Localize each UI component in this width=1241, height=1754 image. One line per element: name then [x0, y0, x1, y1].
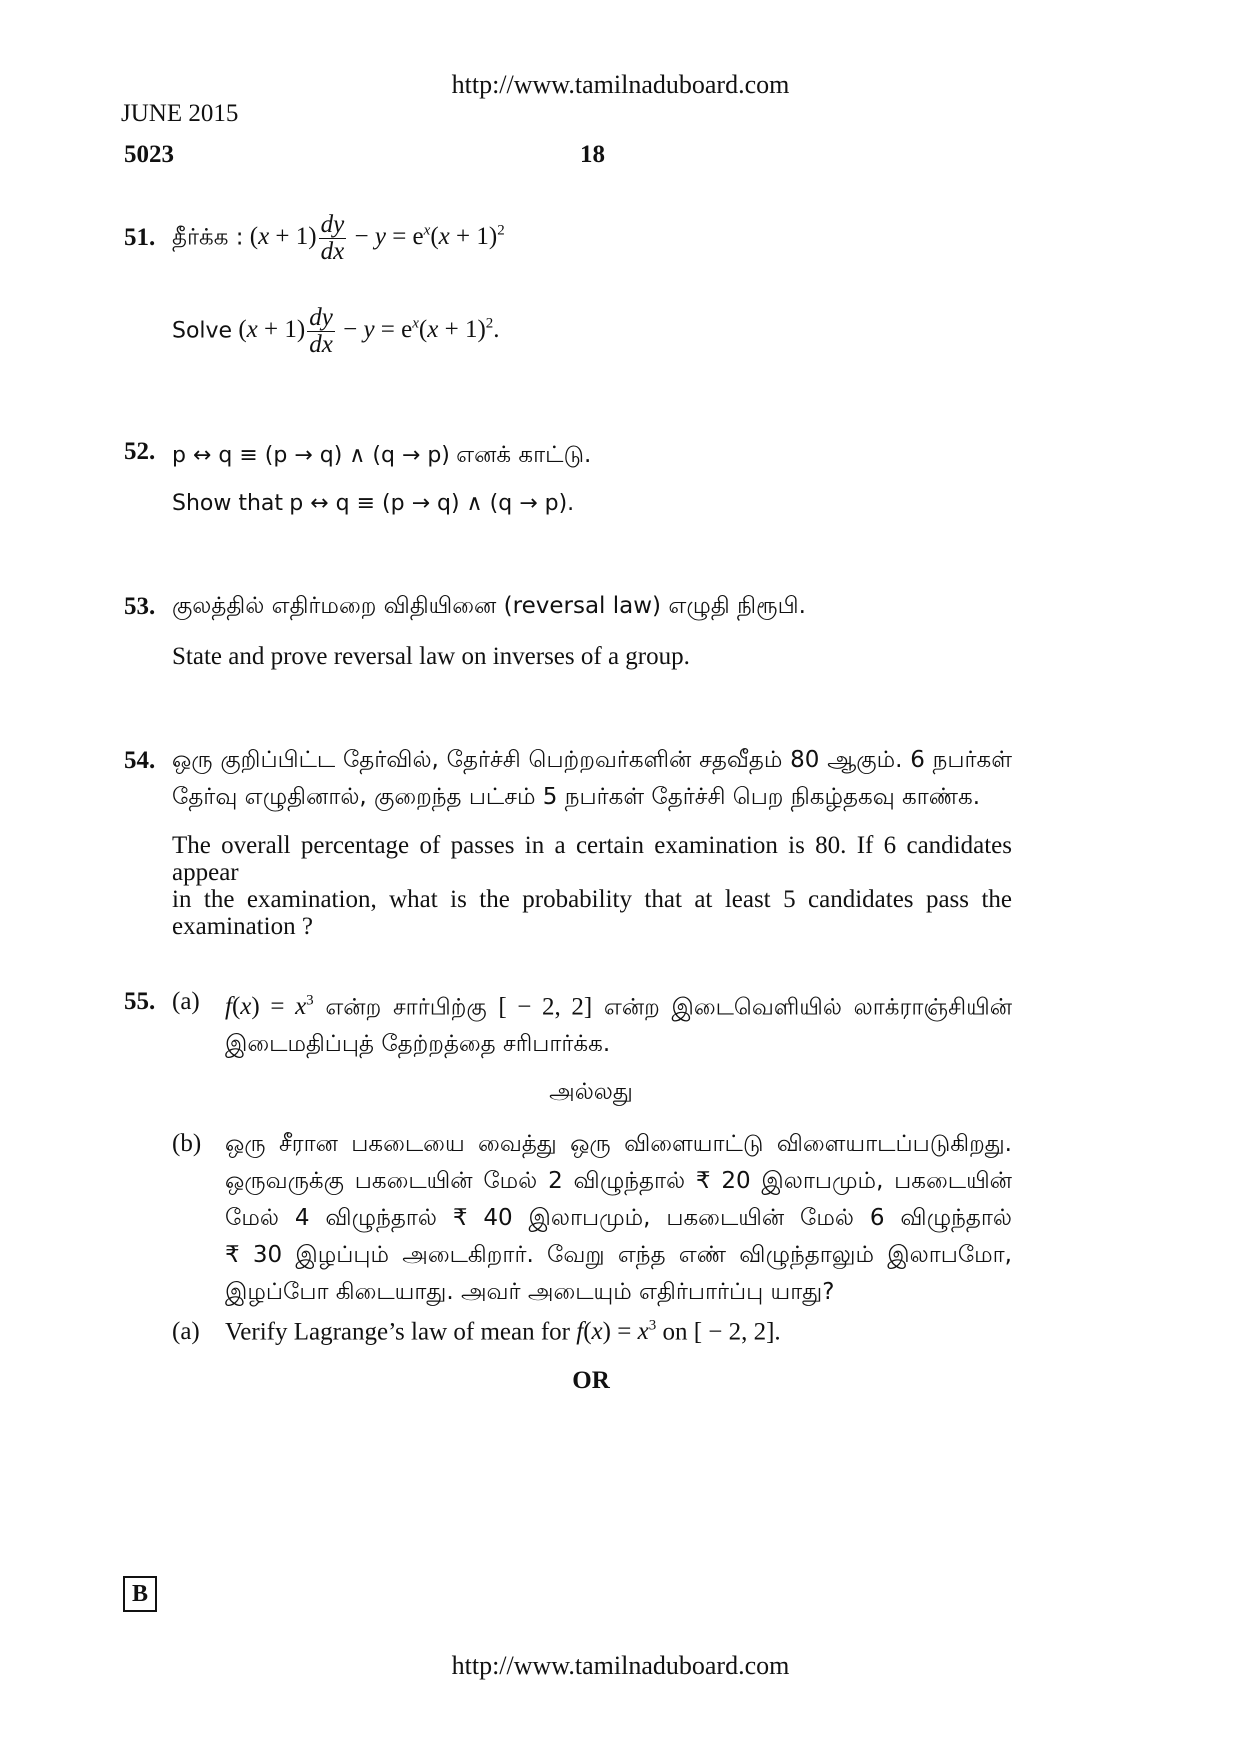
q55-tamil-or: அல்லது	[549, 1079, 633, 1105]
q54-tamil-line-1: ஒரு குறிப்பிட்ட தேர்வில், தேர்ச்சி பெற்றவர்களின் சதவீதம் 80 ஆகும். 6 நபர்கள்	[172, 747, 1012, 773]
q51-english-label: Solve	[172, 318, 233, 344]
q55a-function-tamil: $f(x) = x^3$	[225, 993, 314, 1021]
booklet-letter-box: B	[123, 1576, 157, 1612]
q55a-tamil-end: என்ற இடைவெளியில் லாக்ராஞ்சியின்	[603, 994, 1013, 1021]
header-url: http://www.tamilnaduboard.com	[451, 70, 790, 99]
q54-english	[172, 832, 1012, 940]
q52-tamil	[172, 437, 591, 474]
q52-formula-english: p ↔ q ≡ (p → q) ∧ (q → p).	[289, 491, 575, 516]
q55a-tamil-line-2: இடைமதிப்புத் தேற்றத்தை சரிபார்க்க.	[225, 1031, 611, 1058]
question-number-55: 55.	[124, 988, 156, 1015]
q55a-english-prefix: Verify Lagrange’s law of mean for	[225, 1318, 570, 1346]
q55a-interval-tamil: [ − 2, 2]	[498, 993, 593, 1021]
q55b-tamil	[225, 1126, 1012, 1311]
q55-english-or: OR	[572, 1367, 610, 1394]
q55a-tamil-mid: என்ற சார்பிற்கு	[325, 994, 487, 1021]
footer-url: http://www.tamilnaduboard.com	[451, 1651, 790, 1680]
q54-tamil-line-2: தேர்வு எழுதினால், குறைந்த பட்சம் 5 நபர்கள் தேர்ச்சி பெற நிகழ்தகவு காண்க.	[172, 784, 981, 810]
exam-session: JUNE 2015	[121, 100, 239, 127]
q55a-label-english: (a)	[172, 1318, 200, 1345]
q55a-english	[225, 1318, 781, 1346]
question-number-54: 54.	[124, 747, 156, 774]
q54-tamil	[172, 742, 1012, 816]
q51-equation-english: (x + 1) $\frac{dy}{dx}$ − $y = e^x(x + 1)^2$.	[238, 304, 500, 359]
q52-english-prefix: Show that	[172, 491, 284, 516]
q54-english-line-3: examination ?	[172, 913, 313, 940]
q52-english	[172, 489, 574, 517]
q55b-label-tamil: (b)	[172, 1130, 202, 1157]
q52-formula-tamil: p ↔ q ≡ (p → q) ∧ (q → p)	[172, 443, 450, 468]
q55a-english-mid: on	[662, 1318, 688, 1346]
q55b-tamil-line-2: ஒருவருக்கு பகடையின் மேல் 2 விழுந்தால் ₹ 20 இலாபமும், பகடையின்	[225, 1168, 1012, 1194]
q54-english-line-2: in the examination, what is the probability that at least 5 candidates pass the	[172, 886, 1012, 913]
q55a-function-english: $f(x) = x^3$	[576, 1318, 657, 1346]
q52-tamil-suffix: எனக் காட்டு.	[456, 442, 592, 468]
q51-tamil	[172, 212, 505, 266]
q53-tamil: குலத்தில் எதிர்மறை விதியினை (reversal law) எழுதி நிரூபி.	[172, 593, 806, 619]
q55a-label-tamil: (a)	[172, 988, 200, 1015]
q55a-interval-english: [ − 2, 2].	[693, 1318, 781, 1346]
q51-tamil-label: தீர்க்க :	[172, 224, 244, 251]
q51-equation-tamil: (x + 1) $\frac{dy}{dx}$ − $y = e^x(x + 1)^2$	[249, 211, 505, 266]
page-number: 18	[580, 141, 605, 168]
q51-english	[172, 305, 500, 359]
q55b-tamil-line-1: ஒரு சீரான பகடையை வைத்து ஒரு விளையாட்டு விளையாடப்படுகிறது.	[225, 1131, 1012, 1157]
q54-english-line-1: The overall percentage of passes in a certain examination is 80. If 6 candidates appear	[172, 832, 1012, 886]
q55b-tamil-line-3: மேல் 4 விழுந்தால் ₹ 40 இலாபமும், பகடையின் மேல் 6 விழுந்தால்	[225, 1205, 1012, 1231]
question-number-53: 53.	[124, 593, 156, 620]
paper-code: 5023	[124, 141, 174, 168]
q55a-tamil-line-1	[225, 983, 1012, 1026]
q55b-tamil-line-4: ₹ 30 இழப்பும் அடைகிறார். வேறு எந்த எண் விழுந்தாலும் இலாபமோ,	[225, 1242, 1012, 1268]
q55a-tamil	[225, 983, 1012, 1063]
q55b-tamil-line-5: இழப்போ கிடையாது. அவர் அடையும் எதிர்பார்ப்பு யாது?	[225, 1279, 835, 1305]
q53-english: State and prove reversal law on inverses of a group.	[172, 643, 690, 670]
question-number-52: 52.	[124, 438, 156, 465]
question-number-51: 51.	[124, 224, 156, 251]
